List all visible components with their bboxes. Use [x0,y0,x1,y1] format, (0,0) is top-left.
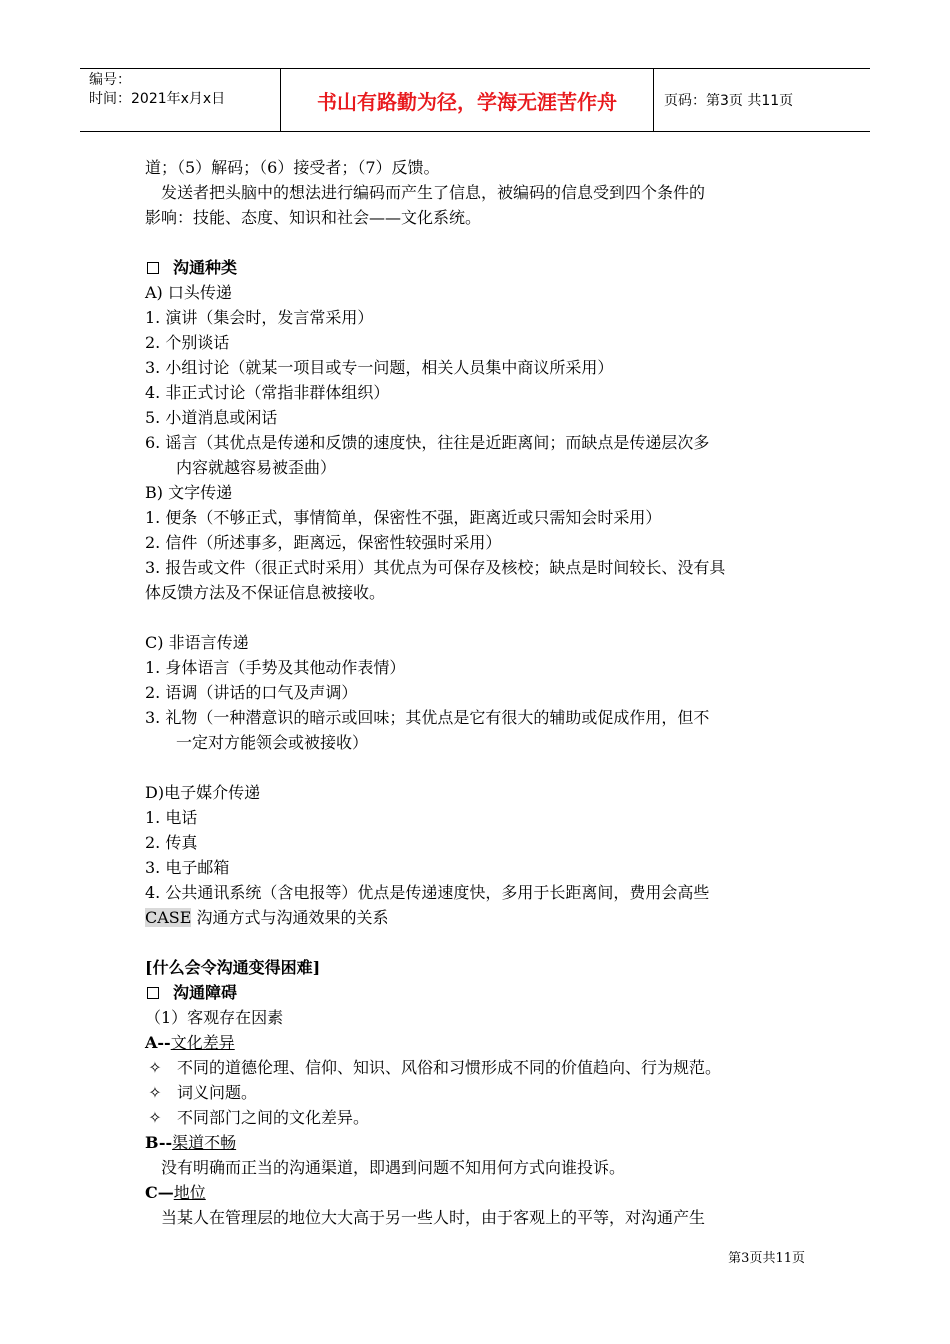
list-item: 1. 身体语言（手势及其他动作表情） [145,658,406,677]
factor-culture: A--文化差异 [145,1033,235,1052]
list-item-continuation: 一定对方能领会或被接收） [176,733,369,752]
header-page-info: 页码：第3页 共11页 [664,93,794,109]
list-item: 2. 个别谈话 [145,333,230,352]
section-heading-types: 沟通种类 [145,255,815,280]
case-line [145,905,815,930]
paragraph-line: 当某人在管理层的地位大大高于另一些人时，由于客观上的平等，对沟通产生 [161,1208,706,1227]
bullet-item: ✧ 不同的道德伦理、信仰、知识、风俗和习惯形成不同的价值趋向、行为规范。 [145,1055,815,1080]
list-item: 2. 传真 [145,833,198,852]
subheading-nonverbal: C) 非语言传递 [145,633,249,652]
factor-status: C—地位 [145,1183,206,1202]
difficulty-heading: [什么会令沟通变得困难] [145,958,321,977]
list-item: 1. 演讲（集会时，发言常采用） [145,308,374,327]
factor-channel: B--渠道不畅 [145,1133,237,1152]
list-item: 3. 小组讨论（就某一项目或专一问题，相关人员集中商议所采用） [145,358,614,377]
list-item: 2. 语调（讲话的口气及声调） [145,683,358,702]
list-item: 1. 电话 [145,808,198,827]
list-item: 6. 谣言（其优点是传递和反馈的速度快，往往是近距离间；而缺点是传递层次多 [145,433,710,452]
paragraph-line: 没有明确而正当的沟通渠道，即遇到问题不知用何方式向谁投诉。 [161,1158,626,1177]
list-item: 5. 小道消息或闲话 [145,408,278,427]
paragraph-line: 发送者把头脑中的想法进行编码而产生了信息，被编码的信息受到四个条件的 [161,183,706,202]
section-heading-barriers: 沟通障碍 [145,980,815,1005]
list-item: 3. 报告或文件（很正式时采用）其优点为可保存及核校；缺点是时间较长、没有具 [145,558,726,577]
diamond-bullet-icon: ✧ [148,1108,162,1127]
paragraph-line: 道；（5）解码；（6）接受者；（7）反馈。 [145,158,440,177]
paragraph-line: 影响：技能、态度、知识和社会——文化系统。 [145,208,482,227]
list-item-continuation: 体反馈方法及不保证信息被接收。 [145,583,386,602]
diamond-bullet-icon: ✧ [148,1058,162,1077]
time-label: 时间：2021年x月x日 [89,91,226,107]
serial-label: 编号： [89,72,131,88]
list-item: 2. 信件（所述事多，距离远，保密性较强时采用） [145,533,502,552]
checkbox-square-icon [147,262,159,274]
list-item-continuation: 内容就越容易被歪曲） [176,458,337,477]
page-header [80,68,870,132]
subheading-electronic: D)电子媒介传递 [145,783,261,802]
checkbox-square-icon [147,987,159,999]
diamond-bullet-icon: ✧ [148,1083,162,1102]
bullet-item: ✧ 不同部门之间的文化差异。 [145,1105,815,1130]
bullet-item: ✧ 词义问题。 [145,1080,815,1105]
objective-factors: （1）客观存在因素 [145,1008,284,1027]
header-motto: 书山有路勤为径，学海无涯苦作舟 [281,69,654,131]
case-text: 沟通方式与沟通效果的关系 [191,908,389,927]
header-meta [80,69,281,131]
list-item: 4. 非正式讨论（常指非群体组织） [145,383,390,402]
document-body [145,155,815,1230]
list-item: 3. 电子邮箱 [145,858,230,877]
list-item: 4. 公共通讯系统（含电报等）优点是传递速度快，多用于长距离间，费用会高些 [145,883,710,902]
list-item: 3. 礼物（一种潜意识的暗示或回味；其优点是它有很大的辅助或促成作用，但不 [145,708,710,727]
subheading-written: B) 文字传递 [145,483,233,502]
subheading-oral: A) 口头传递 [145,283,232,302]
list-item: 1. 便条（不够正式，事情简单，保密性不强，距离近或只需知会时采用） [145,508,662,527]
case-highlight: CASE [145,908,192,927]
page-footer: 第3页共11页 [728,1251,805,1266]
